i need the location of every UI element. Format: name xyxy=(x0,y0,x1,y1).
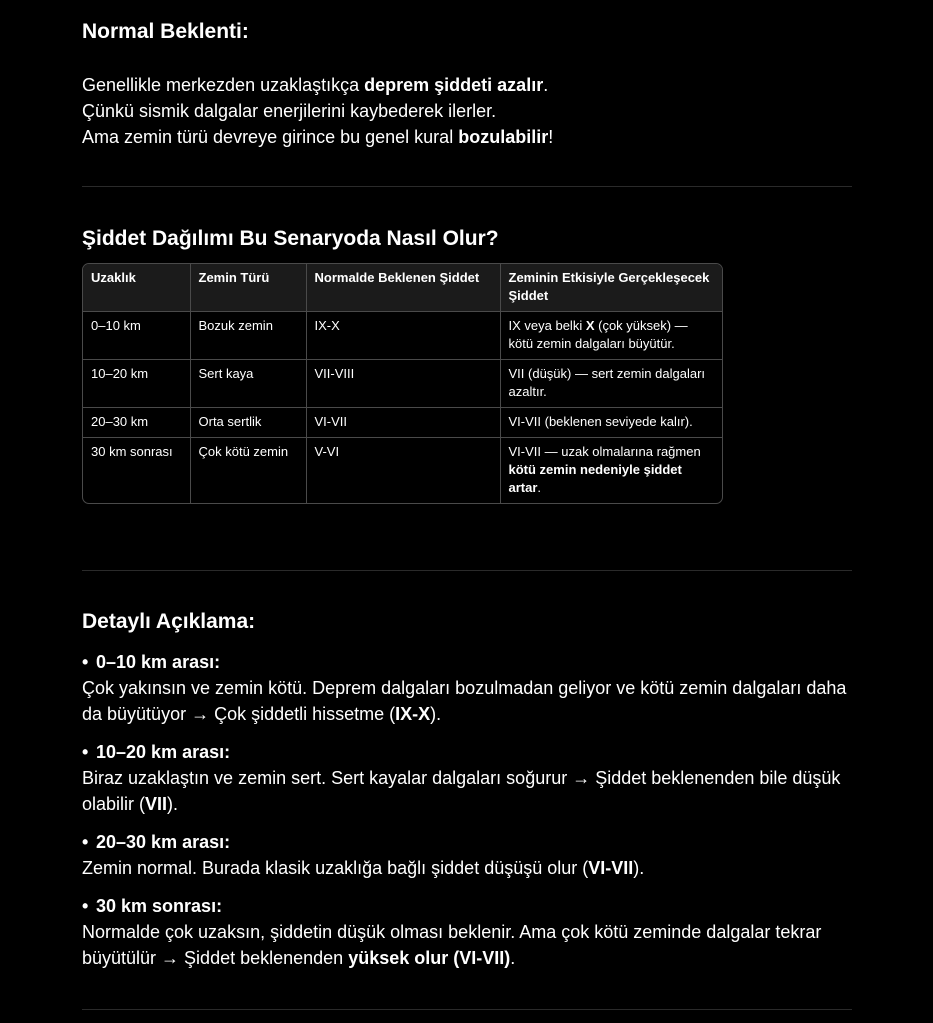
section-title-detailed-explanation: Detaylı Açıklama: xyxy=(82,610,256,633)
intro-line-3 xyxy=(82,124,553,150)
cell-expected-intensity: V-VI xyxy=(306,438,500,504)
cell-soil-type: Çok kötü zemin xyxy=(190,438,306,504)
cell-expected-intensity: VII-VIII xyxy=(306,360,500,408)
table-header-row xyxy=(83,264,722,312)
cell-expected-intensity: VI-VII xyxy=(306,408,500,438)
detail-text-bold: IX-X xyxy=(395,704,431,724)
bullet-icon: • xyxy=(82,742,89,762)
cell-actual-intensity xyxy=(500,438,722,504)
intro-line-2: Çünkü sismik dalgalar enerjilerini kaybederek ilerler. xyxy=(82,101,497,121)
cell-actual-bold: X xyxy=(585,318,595,333)
cell-actual-intensity xyxy=(500,408,722,438)
cell-soil-type: Sert kaya xyxy=(190,360,306,408)
section-divider xyxy=(82,1009,852,1010)
detail-text xyxy=(82,919,852,971)
detail-heading-text: 30 km sonrası: xyxy=(96,896,223,916)
cell-actual-text: VI-VII — uzak olmalarına rağmen xyxy=(508,444,701,459)
detail-text xyxy=(82,675,852,727)
detail-text-end: ). xyxy=(430,704,442,724)
section-divider xyxy=(82,570,852,571)
bullet-icon: • xyxy=(82,832,89,852)
detail-text-end: ). xyxy=(633,858,645,878)
cell-distance: 20–30 km xyxy=(83,408,190,438)
detail-text-body: Çok yakınsın ve zemin kötü. Deprem dalgaları bozulmadan geliyor ve kötü zemin dalgaları daha da büyütüyor → Çok şiddetli hissetme ( xyxy=(82,678,847,724)
detail-heading-text: 0–10 km arası: xyxy=(96,652,221,672)
intro-paragraph xyxy=(82,72,553,150)
cell-actual-text: IX veya belki xyxy=(508,318,586,333)
header-expected-intensity: Normalde Beklenen Şiddet xyxy=(306,264,500,312)
cell-soil-type: Bozuk zemin xyxy=(190,312,306,360)
intro-line-1-end: . xyxy=(543,75,549,95)
detail-heading-text: 20–30 km arası: xyxy=(96,832,231,852)
section-divider xyxy=(82,186,852,187)
bullet-icon: • xyxy=(82,896,89,916)
cell-actual-text: VI-VII (beklenen seviyede kalır). xyxy=(508,414,693,429)
intro-line-3-bold: bozulabilir xyxy=(458,127,549,147)
detail-text-bold: yüksek olur (VI-VII) xyxy=(348,948,511,968)
header-distance: Uzaklık xyxy=(83,264,190,312)
detail-heading xyxy=(82,829,852,855)
cell-actual-text: VII (düşük) — sert zemin dalgaları azaltır. xyxy=(508,366,706,399)
cell-distance: 30 km sonrası xyxy=(83,438,190,504)
detail-text-end: ). xyxy=(167,794,179,814)
cell-actual-end: (çok yüksek) — kötü zemin dalgaları büyütür. xyxy=(508,318,688,351)
list-item xyxy=(82,829,852,881)
detail-text xyxy=(82,765,852,817)
table-row xyxy=(83,312,722,360)
cell-actual-end: . xyxy=(537,480,542,495)
cell-distance: 10–20 km xyxy=(83,360,190,408)
detail-text-body: Normalde çok uzaksın, şiddetin düşük olması beklenir. Ama çok kötü zeminde dalgalar tekrar büyütülür → Şiddet beklenenden xyxy=(82,922,822,968)
table-row xyxy=(83,408,722,438)
detail-text-bold: VII xyxy=(145,794,168,814)
intensity-table xyxy=(82,263,723,504)
header-actual-intensity: Zeminin Etkisiyle Gerçekleşecek Şiddet xyxy=(500,264,722,312)
section-title-intensity-distribution: Şiddet Dağılımı Bu Senaryoda Nasıl Olur? xyxy=(82,227,499,250)
bullet-icon: • xyxy=(82,652,89,672)
detail-heading xyxy=(82,649,852,675)
detail-heading xyxy=(82,739,852,765)
list-item xyxy=(82,893,852,971)
cell-expected-intensity: IX-X xyxy=(306,312,500,360)
table-row xyxy=(83,360,722,408)
detail-text-end: . xyxy=(510,948,516,968)
list-item xyxy=(82,739,852,817)
intro-line-1-bold: deprem şiddeti azalır xyxy=(364,75,544,95)
table-row xyxy=(83,438,722,504)
detail-text-body: Zemin normal. Burada klasik uzaklığa bağlı şiddet düşüşü olur ( xyxy=(82,858,589,878)
detail-text-bold: VI-VII xyxy=(588,858,634,878)
header-soil-type: Zemin Türü xyxy=(190,264,306,312)
cell-distance: 0–10 km xyxy=(83,312,190,360)
intro-line-1 xyxy=(82,72,553,98)
detail-heading xyxy=(82,893,852,919)
cell-actual-intensity xyxy=(500,312,722,360)
cell-actual-bold: kötü zemin nedeniyle şiddet artar xyxy=(508,462,682,495)
intro-line-3-text: Ama zemin türü devreye girince bu genel kural xyxy=(82,127,459,147)
detail-heading-text: 10–20 km arası: xyxy=(96,742,231,762)
list-item xyxy=(82,649,852,727)
cell-soil-type: Orta sertlik xyxy=(190,408,306,438)
section-title-normal-expectation: Normal Beklenti: xyxy=(82,20,249,43)
detail-list xyxy=(82,649,852,983)
intro-line-3-end: ! xyxy=(548,127,554,147)
detail-text xyxy=(82,855,852,881)
detail-text-body: Biraz uzaklaştın ve zemin sert. Sert kayalar dalgaları soğurur → Şiddet beklenenden bile düşük olabilir ( xyxy=(82,768,841,814)
intro-line-1-text: Genellikle merkezden uzaklaştıkça xyxy=(82,75,365,95)
cell-actual-intensity xyxy=(500,360,722,408)
